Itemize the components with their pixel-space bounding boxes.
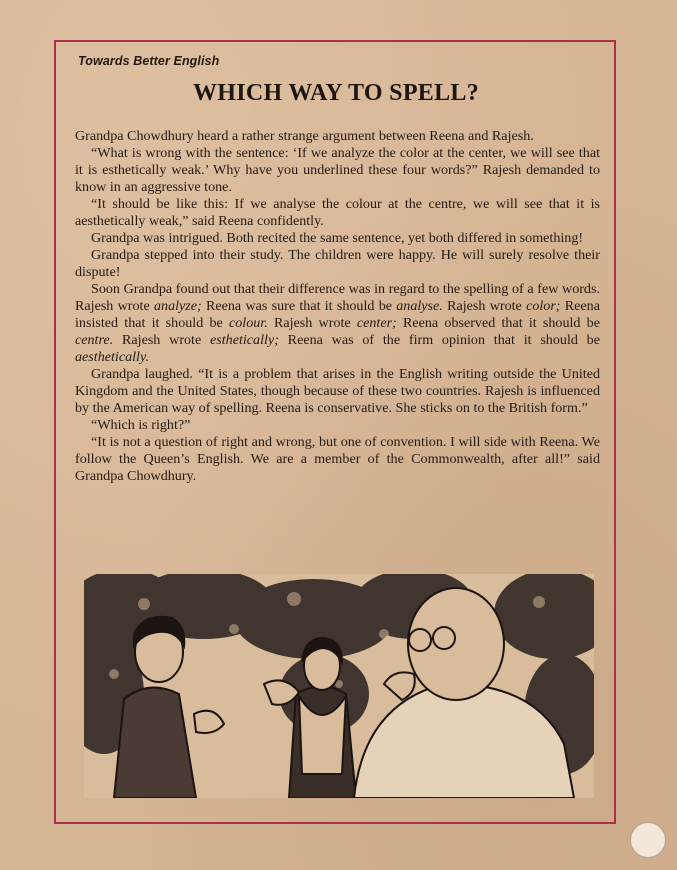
italic-word: centre.: [75, 332, 114, 348]
article-paragraph: [75, 128, 600, 145]
article-paragraph: [75, 366, 600, 417]
article-paragraph: [75, 417, 600, 434]
paragraph-text: “It is not a question of right and wrong, but one of convention. I will side with Reena. We follow the Queen’s English. We are a member of the Commonwealth, after all!” said Grandpa Chowdhury.: [75, 434, 600, 484]
article-paragraph: [75, 247, 600, 281]
article-title: WHICH WAY TO SPELL?: [192, 80, 480, 106]
paragraph-text: “It should be like this: If we analyse the colour at the centre, we will see that it is aesthetically weak,” said Reena confidently.: [75, 196, 600, 229]
italic-word: aesthetically.: [75, 349, 149, 365]
paragraph-text: Rajesh wrote: [113, 332, 211, 348]
paragraph-text: Soon Grandpa found out that their difference was in regard to the spelling of a few words. Rajesh wrote: [75, 281, 600, 314]
article-paragraph: [75, 196, 600, 230]
paragraph-text: Grandpa Chowdhury heard a rather strange argument between Reena and Rajesh.: [75, 128, 534, 144]
series-title: Towards Better English: [78, 54, 220, 68]
paragraph-text: Grandpa was intrigued. Both recited the same sentence, yet both differed in something!: [91, 230, 584, 246]
article-body: [75, 128, 600, 485]
story-illustration: [84, 574, 594, 798]
italic-word: colour.: [228, 315, 268, 331]
paragraph-text: Rajesh wrote: [442, 298, 527, 314]
italic-word: esthetically;: [210, 332, 279, 348]
article-paragraph: [75, 230, 600, 247]
paragraph-text: Reena was sure that it should be: [201, 298, 397, 314]
paragraph-text: “Which is right?”: [91, 417, 191, 433]
publisher-logo: [630, 822, 666, 858]
paragraph-text: Grandpa laughed. “It is a problem that arises in the English writing outside the United Kingdom and the United States, though because of these two countries. Rajesh is influenced by the American way of spelling. Reena is conservative. She sticks on to the British form.”: [75, 366, 600, 416]
article-paragraph: [75, 281, 600, 366]
italic-word: analyse.: [396, 298, 443, 314]
paragraph-text: Reena insisted that it should be: [75, 298, 600, 331]
article-paragraph: [75, 434, 600, 485]
paragraph-text: “What is wrong with the sentence: ‘If we analyze the color at the center, we will see that it is esthetically weak.’ Why have you underlined these four words?” Rajesh demanded to know in an aggressive tone.: [75, 145, 600, 195]
italic-word: color;: [526, 298, 561, 314]
article-paragraph: [75, 145, 600, 196]
paragraph-text: Reena was of the firm opinion that it should be: [278, 332, 600, 348]
paragraph-text: Reena observed that it should be: [396, 315, 600, 331]
italic-word: center;: [356, 315, 397, 331]
paragraph-text: Rajesh wrote: [267, 315, 357, 331]
paragraph-text: Grandpa stepped into their study. The children were happy. He will surely resolve their dispute!: [75, 247, 600, 280]
italic-word: analyze;: [153, 298, 202, 314]
